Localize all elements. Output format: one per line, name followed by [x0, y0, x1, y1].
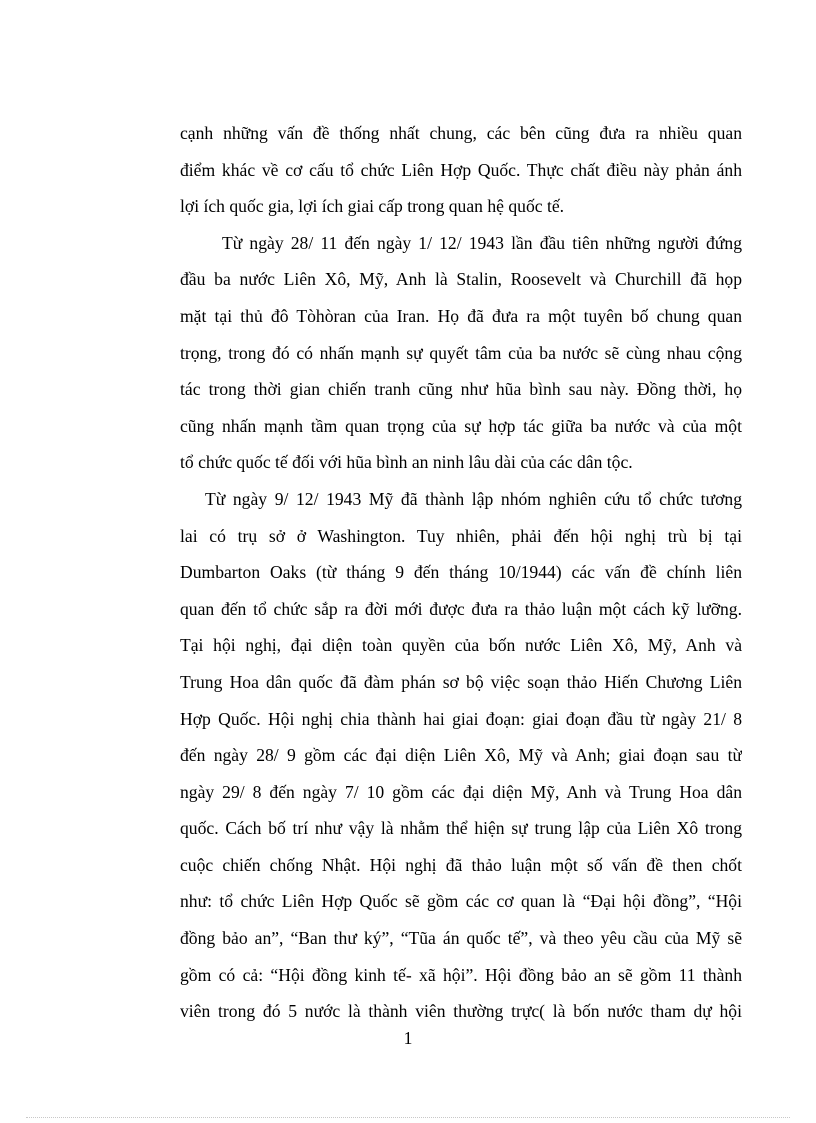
- page-edge-divider: [26, 1117, 790, 1118]
- text-line: tổ chức quốc tế đối với hũa bình an ninh lâu dài của các dân tộc.: [180, 452, 633, 473]
- text-line: viên trong đó 5 nước là thành viên thường trực( là bốn nước tham dự hội: [180, 1001, 742, 1022]
- text-line: lợi ích quốc gia, lợi ích giai cấp trong quan hệ quốc tế.: [180, 196, 565, 217]
- text-line: cuộc chiến chống Nhật. Hội nghị đã thảo luận một số vấn đề then chốt: [180, 854, 742, 875]
- text-line: Trung Hoa dân quốc đã đàm phán sơ bộ việc soạn thảo Hiến Chương Liên: [180, 671, 742, 692]
- text-line: Từ ngày 9/ 12/ 1943 Mỹ đã thành lập nhóm nghiên cứu tổ chức tương: [205, 488, 742, 509]
- text-line: tác trong thời gian chiến tranh cũng như hũa bình sau này. Đồng thời, họ: [180, 379, 742, 400]
- text-line: cạnh những vấn đề thống nhất chung, các bên cũng đưa ra nhiều quan: [180, 123, 742, 143]
- text-line: đầu ba nước Liên Xô, Mỹ, Anh là Stalin, Roosevelt và Churchill đã họp: [180, 269, 742, 290]
- text-line: gồm có cả: “Hội đồng kinh tế- xã hội”. Hội đồng bảo an sẽ gồm 11 thành: [180, 964, 742, 985]
- page-number: 1: [403, 1028, 413, 1048]
- text-line: lai có trụ sở ở Washington. Tuy nhiên, phải đến hội nghị trù bị tại: [180, 525, 742, 546]
- paragraph: [180, 115, 742, 225]
- paragraph: [180, 225, 742, 481]
- text-line: Từ ngày 28/ 11 đến ngày 1/ 12/ 1943 lần đầu tiên những người đứng: [222, 232, 742, 253]
- text-line: ngày 29/ 8 đến ngày 7/ 10 gồm các đại diện Mỹ, Anh và Trung Hoa dân: [180, 781, 742, 802]
- text-line: quốc. Cách bố trí như vậy là nhằm thể hiện sự trung lập của Liên Xô trong: [180, 818, 742, 839]
- text-line: đồng bảo an”, “Ban thư ký”, “Tũa án quốc tế”, và theo yêu cầu của Mỹ sẽ: [180, 928, 742, 949]
- text-line: đến ngày 28/ 9 gồm các đại diện Liên Xô, Mỹ và Anh; giai đoạn sau từ: [180, 745, 742, 766]
- text-line: mặt tại thủ đô Tòhòran của Iran. Họ đã đưa ra một tuyên bố chung quan: [180, 305, 742, 326]
- text-line: quan đến tổ chức sắp ra đời mới được đưa ra thảo luận một cách kỹ lưỡng.: [180, 598, 742, 619]
- text-line: như: tổ chức Liên Hợp Quốc sẽ gồm các cơ quan là “Đại hội đồng”, “Hội: [180, 891, 742, 912]
- text-line: Tại hội nghị, đại diện toàn quyền của bốn nước Liên Xô, Mỹ, Anh và: [180, 635, 742, 656]
- paragraph: [180, 481, 742, 1030]
- body-text: [180, 115, 742, 1030]
- text-line: Dumbarton Oaks (từ tháng 9 đến tháng 10/1944) các vấn đề chính liên: [180, 562, 742, 583]
- text-line: Hợp Quốc. Hội nghị chia thành hai giai đoạn: giai đoạn đầu từ ngày 21/ 8: [180, 708, 742, 729]
- text-line: điểm khác về cơ cấu tổ chức Liên Hợp Quốc. Thực chất điều này phản ánh: [180, 159, 742, 180]
- text-line: cũng nhấn mạnh tầm quan trọng của sự hợp tác giữa ba nước và của một: [180, 415, 742, 436]
- text-line: trọng, trong đó có nhấn mạnh sự quyết tâm của ba nước sẽ cùng nhau cộng: [180, 342, 742, 363]
